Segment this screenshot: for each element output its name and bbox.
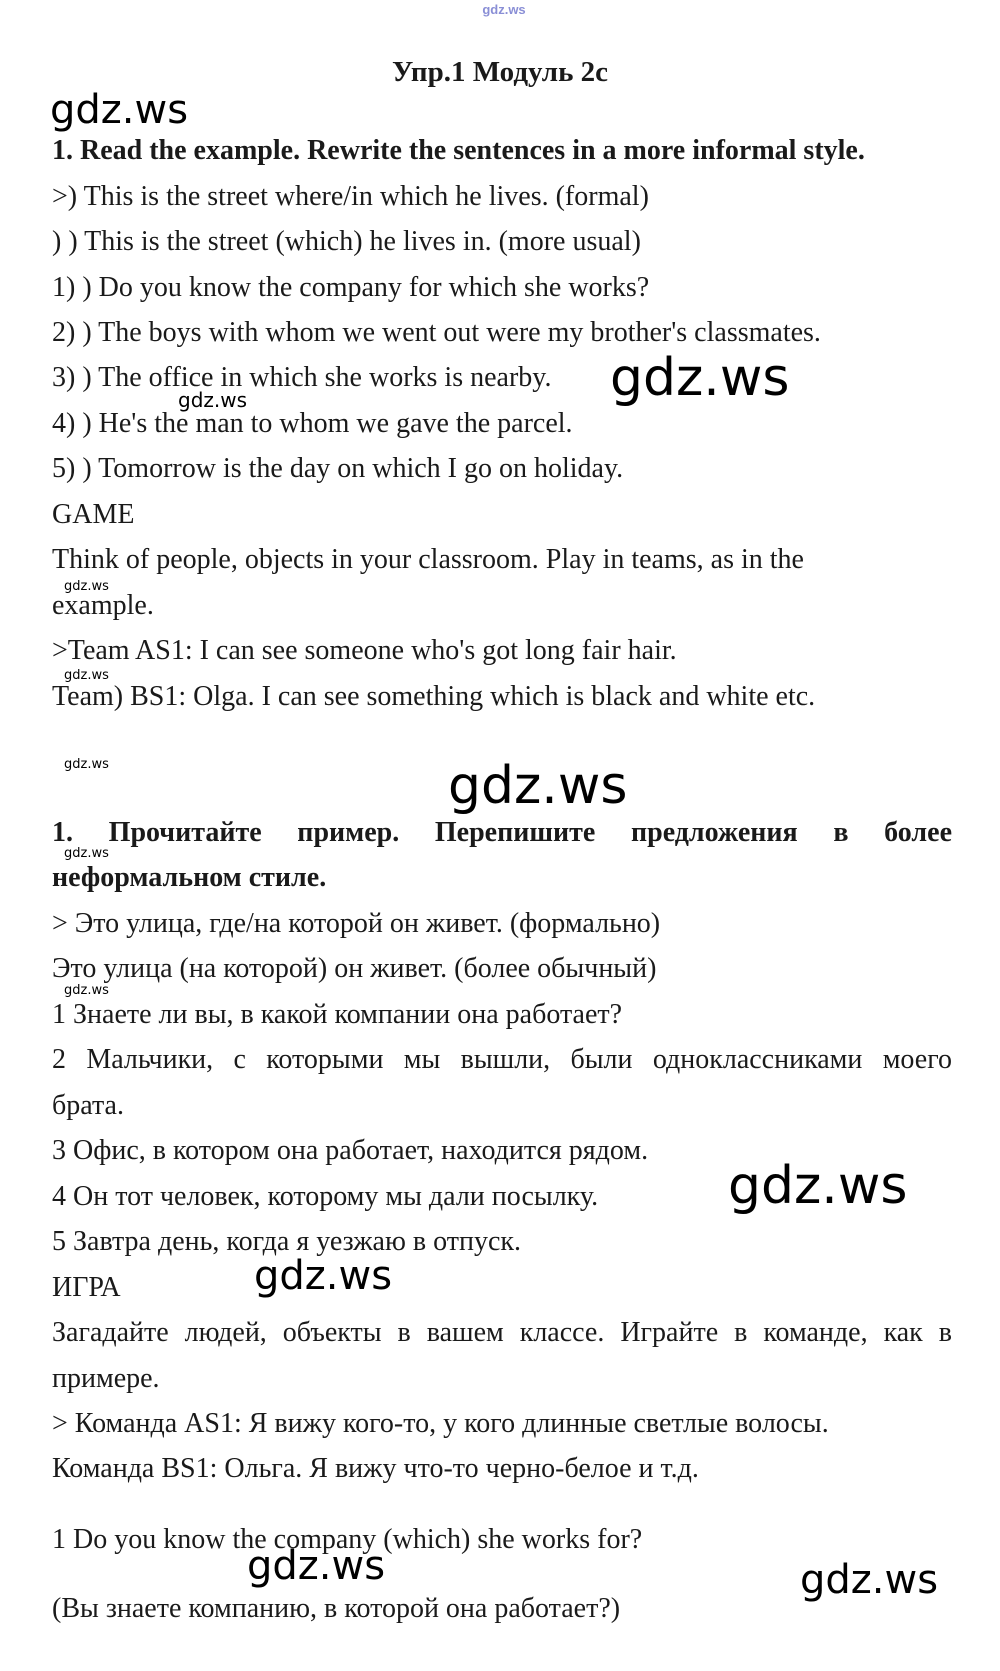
watermark: gdz.ws: [64, 757, 109, 772]
russian-team-a: > Команда AS1: Я вижу кого-то, у кого длинные светлые волосы.: [52, 1408, 829, 1439]
russian-item-1: 1 Знаете ли вы, в какой компании она работает?: [52, 999, 623, 1030]
english-item-3: 3) ) The office in which she works is nearby.: [52, 362, 552, 393]
english-item-1: 1) ) Do you know the company for which she works?: [52, 272, 650, 303]
english-example-usual: ) ) This is the street (which) he lives in. (more usual): [52, 226, 641, 257]
english-game-text-1: Think of people, objects in your classroom. Play in teams, as in the: [52, 544, 804, 575]
russian-task-heading-2: неформальном стиле.: [52, 862, 327, 893]
russian-example-usual: Это улица (на которой) он живет. (более обычный): [52, 953, 657, 984]
russian-task-heading-1: 1. Прочитайте пример. Перепишите предложения в более: [52, 817, 952, 848]
russian-game-text-2: примере.: [52, 1363, 160, 1394]
english-example-formal: >) This is the street where/in which he lives. (formal): [52, 181, 649, 212]
russian-item-5: 5 Завтра день, когда я уезжаю в отпуск.: [52, 1226, 521, 1257]
watermark: gdz.ws: [50, 87, 189, 133]
russian-example-formal: > Это улица, где/на которой он живет. (формально): [52, 908, 661, 939]
watermark: gdz.ws: [64, 846, 109, 861]
english-item-2: 2) ) The boys with whom we went out were my brother's classmates.: [52, 317, 821, 348]
watermark: gdz.ws: [610, 348, 790, 408]
page-title: Упр.1 Модуль 2с: [391, 56, 609, 88]
watermark: gdz.ws: [64, 579, 109, 594]
top-watermark: gdz.ws: [482, 2, 526, 17]
english-game-text-2: example.: [52, 590, 154, 621]
russian-game-heading: ИГРА: [52, 1272, 121, 1303]
russian-game-text-1: Загадайте людей, объекты в вашем классе. Играйте в команде, как в: [52, 1317, 952, 1348]
watermark: gdz.ws: [728, 1156, 908, 1216]
answer-line-2: (Вы знаете компанию, в которой она работает?): [52, 1593, 621, 1624]
english-team-a: >Team AS1: I can see someone who's got long fair hair.: [52, 635, 677, 666]
english-game-heading: GAME: [52, 499, 135, 530]
russian-item-4: 4 Он тот человек, которому мы дали посылку.: [52, 1181, 599, 1212]
russian-team-b: Команда BS1: Ольга. Я вижу что-то черно-белое и т.д.: [52, 1453, 699, 1484]
russian-item-3: 3 Офис, в котором она работает, находится рядом.: [52, 1135, 649, 1166]
watermark: gdz.ws: [247, 1543, 386, 1589]
english-item-5: 5) ) Tomorrow is the day on which I go on holiday.: [52, 453, 624, 484]
watermark: gdz.ws: [178, 388, 248, 412]
answer-line-1: 1 Do you know the company (which) she works for?: [52, 1524, 643, 1555]
russian-item-2a: 2 Мальчики, с которыми мы вышли, были одноклассниками моего: [52, 1044, 952, 1075]
watermark: gdz.ws: [448, 756, 628, 816]
watermark: gdz.ws: [64, 983, 109, 998]
watermark: gdz.ws: [254, 1253, 393, 1299]
english-task-heading: 1. Read the example. Rewrite the sentences in a more informal style.: [52, 135, 865, 166]
watermark: gdz.ws: [800, 1557, 939, 1603]
english-item-4: 4) ) He's the man to whom we gave the parcel.: [52, 408, 573, 439]
english-team-b: Team) BS1: Olga. I can see something which is black and white etc.: [52, 681, 816, 712]
watermark: gdz.ws: [64, 668, 109, 683]
russian-item-2b: брата.: [52, 1090, 124, 1121]
